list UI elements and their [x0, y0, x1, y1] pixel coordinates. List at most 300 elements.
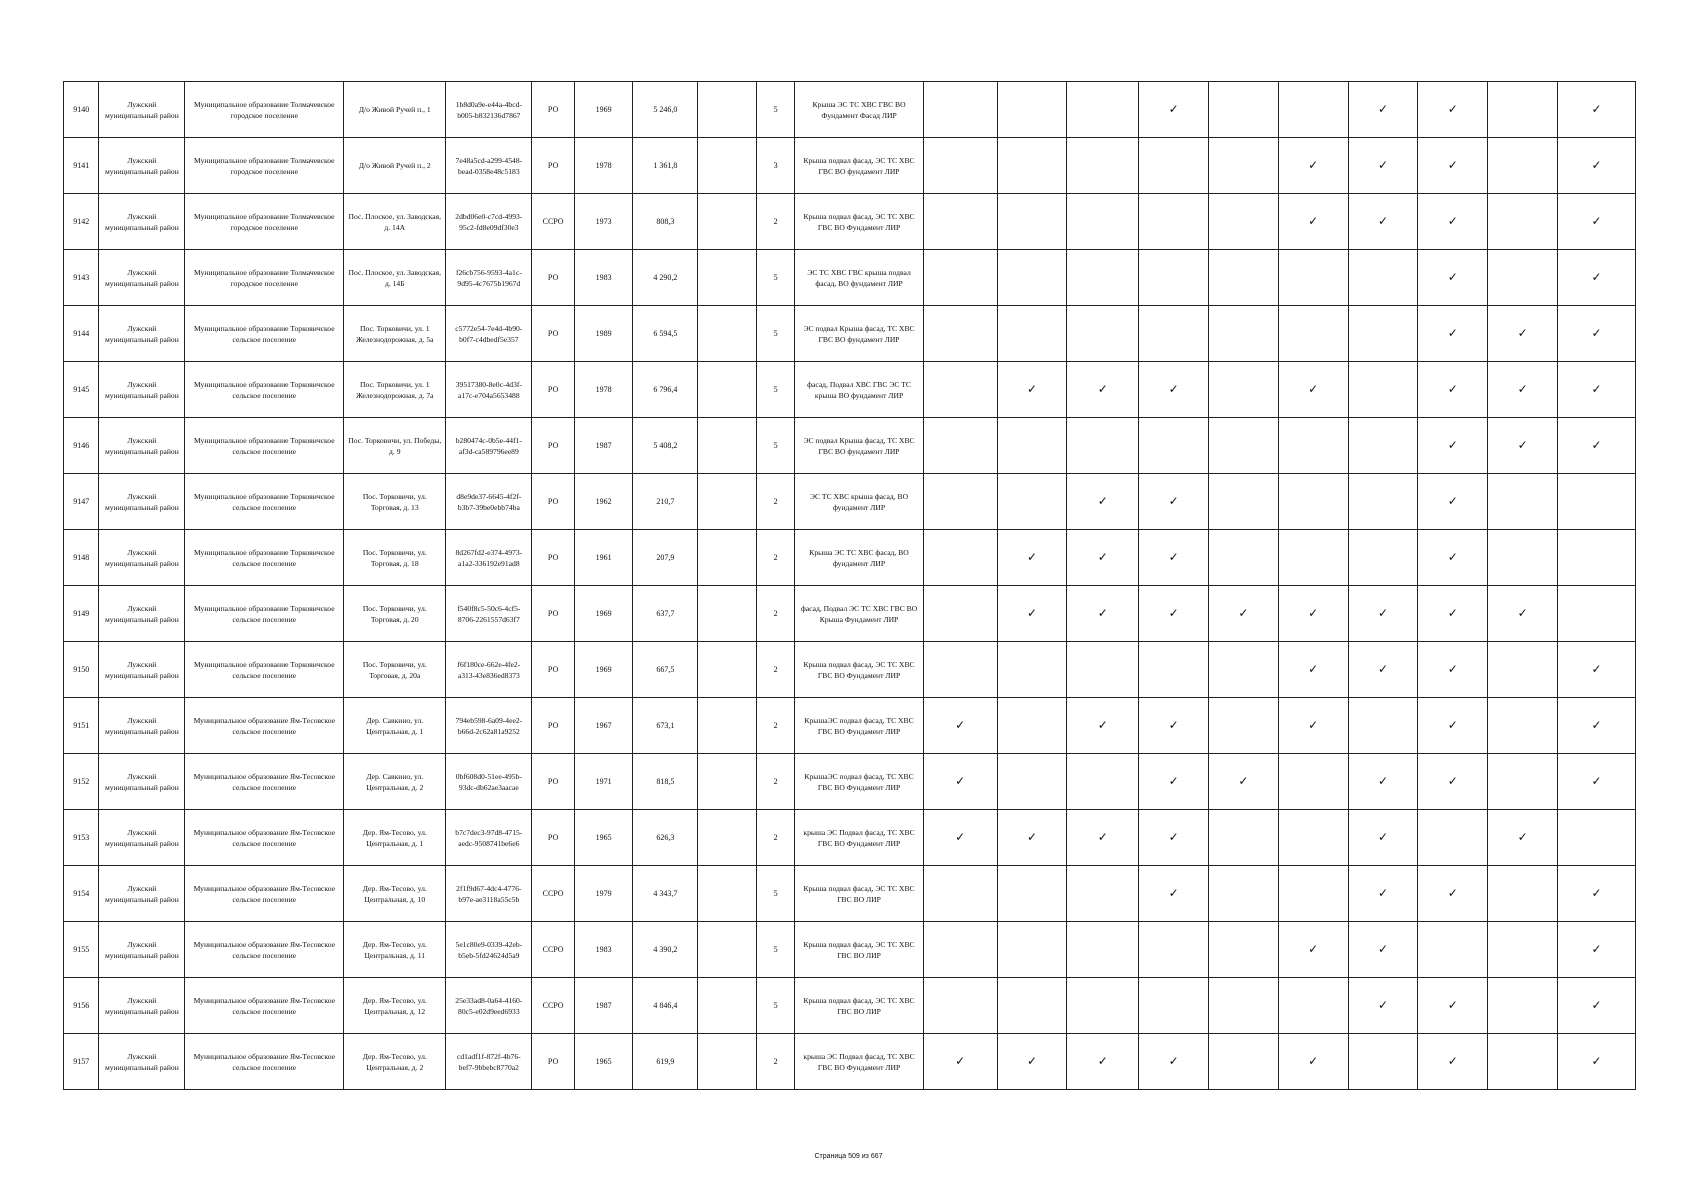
cell-check-6 — [1278, 306, 1348, 362]
cell-district: Лужский муниципальный район — [99, 1034, 185, 1090]
cell-code: f6f180ce-662e-4fe2-a313-43e836ed8373 — [446, 642, 532, 698]
cell-count: 5 — [756, 306, 794, 362]
cell-check-10: ✓ — [1558, 138, 1636, 194]
cell-check-9: ✓ — [1488, 586, 1558, 642]
cell-type: РО — [532, 642, 574, 698]
cell-num: 9157 — [64, 1034, 99, 1090]
cell-check-3 — [1067, 978, 1139, 1034]
cell-check-9: ✓ — [1488, 810, 1558, 866]
cell-check-8: ✓ — [1418, 1034, 1488, 1090]
cell-check-4: ✓ — [1139, 810, 1209, 866]
cell-check-8: ✓ — [1418, 474, 1488, 530]
building-registry-table — [63, 81, 1636, 1090]
cell-count: 5 — [756, 82, 794, 138]
cell-district: Лужский муниципальный район — [99, 418, 185, 474]
cell-check-8: ✓ — [1418, 586, 1488, 642]
cell-area: 210,7 — [633, 474, 698, 530]
cell-check-8: ✓ — [1418, 194, 1488, 250]
cell-check-8: ✓ — [1418, 978, 1488, 1034]
cell-check-4 — [1139, 922, 1209, 978]
cell-num: 9151 — [64, 698, 99, 754]
cell-check-1: ✓ — [923, 698, 997, 754]
cell-address: Пос. Торковичи, ул. Торговая, д. 20а — [344, 642, 446, 698]
cell-check-5 — [1209, 194, 1279, 250]
cell-settlement: Муниципальное образование Торковичское сельское поселение — [185, 362, 344, 418]
cell-check-10: ✓ — [1558, 922, 1636, 978]
cell-blank — [698, 698, 757, 754]
cell-blank — [698, 250, 757, 306]
cell-check-7: ✓ — [1348, 866, 1418, 922]
table-row — [64, 978, 1636, 1034]
cell-check-8: ✓ — [1418, 642, 1488, 698]
cell-check-6 — [1278, 978, 1348, 1034]
cell-check-3: ✓ — [1067, 698, 1139, 754]
cell-settlement: Муниципальное образование Толмачевское городское поселение — [185, 250, 344, 306]
table-row — [64, 922, 1636, 978]
cell-check-7: ✓ — [1348, 922, 1418, 978]
cell-check-1: ✓ — [923, 810, 997, 866]
cell-district: Лужский муниципальный район — [99, 922, 185, 978]
cell-check-9 — [1488, 866, 1558, 922]
cell-check-3 — [1067, 642, 1139, 698]
cell-blank — [698, 306, 757, 362]
cell-check-6: ✓ — [1278, 922, 1348, 978]
table-row — [64, 362, 1636, 418]
cell-settlement: Муниципальное образование Торковичское сельское поселение — [185, 530, 344, 586]
cell-district: Лужский муниципальный район — [99, 362, 185, 418]
cell-check-7: ✓ — [1348, 978, 1418, 1034]
cell-type: РО — [532, 362, 574, 418]
cell-area: 1 361,8 — [633, 138, 698, 194]
cell-check-5 — [1209, 866, 1279, 922]
table-row — [64, 474, 1636, 530]
cell-type: РО — [532, 754, 574, 810]
cell-blank — [698, 474, 757, 530]
cell-check-7: ✓ — [1348, 82, 1418, 138]
cell-year: 1965 — [574, 810, 633, 866]
cell-year: 1969 — [574, 586, 633, 642]
cell-area: 808,3 — [633, 194, 698, 250]
table-row — [64, 810, 1636, 866]
cell-check-10: ✓ — [1558, 306, 1636, 362]
cell-check-5 — [1209, 418, 1279, 474]
cell-area: 207,9 — [633, 530, 698, 586]
cell-check-3: ✓ — [1067, 474, 1139, 530]
cell-check-1: ✓ — [923, 1034, 997, 1090]
cell-type: РО — [532, 82, 574, 138]
cell-check-2 — [997, 474, 1067, 530]
cell-check-3 — [1067, 922, 1139, 978]
cell-check-9: ✓ — [1488, 306, 1558, 362]
cell-check-6 — [1278, 810, 1348, 866]
cell-check-3: ✓ — [1067, 530, 1139, 586]
cell-check-2 — [997, 698, 1067, 754]
cell-settlement: Муниципальное образование Торковичское сельское поселение — [185, 642, 344, 698]
cell-address: Пос. Торковичи, ул. Победы, д. 9 — [344, 418, 446, 474]
cell-check-4 — [1139, 250, 1209, 306]
cell-check-5 — [1209, 362, 1279, 418]
cell-check-4: ✓ — [1139, 82, 1209, 138]
cell-check-5 — [1209, 474, 1279, 530]
cell-area: 4 290,2 — [633, 250, 698, 306]
cell-check-5 — [1209, 306, 1279, 362]
cell-check-7 — [1348, 698, 1418, 754]
cell-address: Пос. Торковичи, ул. Торговая, д. 18 — [344, 530, 446, 586]
cell-address: Дер. Ям-Тесово, ул. Центральная, д. 1 — [344, 810, 446, 866]
cell-check-4: ✓ — [1139, 586, 1209, 642]
page-number-label: Страница 509 из 667 — [814, 1153, 883, 1160]
cell-count: 2 — [756, 194, 794, 250]
cell-check-8: ✓ — [1418, 530, 1488, 586]
cell-check-9: ✓ — [1488, 362, 1558, 418]
cell-year: 1987 — [574, 978, 633, 1034]
cell-count: 5 — [756, 250, 794, 306]
cell-address: Пос. Плоское, ул. Заводская, д. 14Б — [344, 250, 446, 306]
cell-address: Д/о Живой Ручей п., 2 — [344, 138, 446, 194]
cell-check-1 — [923, 922, 997, 978]
cell-check-10: ✓ — [1558, 194, 1636, 250]
cell-area: 4 390,2 — [633, 922, 698, 978]
cell-address: Пос. Торковичи, ул. Торговая, д. 13 — [344, 474, 446, 530]
cell-check-5 — [1209, 810, 1279, 866]
cell-year: 1989 — [574, 306, 633, 362]
cell-district: Лужский муниципальный район — [99, 250, 185, 306]
cell-address: Пос. Плоское, ул. Заводская, д. 14А — [344, 194, 446, 250]
cell-check-9 — [1488, 250, 1558, 306]
table-row — [64, 1034, 1636, 1090]
cell-year: 1967 — [574, 698, 633, 754]
cell-area: 4 846,4 — [633, 978, 698, 1034]
cell-settlement: Муниципальное образование Ям-Тесовское сельское поселение — [185, 698, 344, 754]
cell-num: 9147 — [64, 474, 99, 530]
cell-count: 5 — [756, 418, 794, 474]
cell-check-2: ✓ — [997, 810, 1067, 866]
cell-blank — [698, 810, 757, 866]
cell-check-6 — [1278, 754, 1348, 810]
cell-check-10: ✓ — [1558, 698, 1636, 754]
cell-works: Крыша подвал фасад, ЭС ТС ХВС ГВС ВО Фундамент ЛИР — [795, 194, 923, 250]
cell-works: ЭС ТС ХВС крыша фасад, ВО фундамент ЛИР — [795, 474, 923, 530]
cell-district: Лужский муниципальный район — [99, 194, 185, 250]
cell-blank — [698, 586, 757, 642]
cell-works: Крыша подвал фасад, ЭС ТС ХВС ГВС ВО ЛИР — [795, 922, 923, 978]
cell-count: 2 — [756, 642, 794, 698]
cell-district: Лужский муниципальный район — [99, 474, 185, 530]
cell-check-8: ✓ — [1418, 698, 1488, 754]
cell-check-9 — [1488, 82, 1558, 138]
cell-works: Крыша подвал фасад, ЭС ТС ХВС ГВС ВО ЛИР — [795, 978, 923, 1034]
cell-check-3: ✓ — [1067, 362, 1139, 418]
cell-num: 9141 — [64, 138, 99, 194]
cell-num: 9140 — [64, 82, 99, 138]
cell-check-5 — [1209, 642, 1279, 698]
cell-num: 9146 — [64, 418, 99, 474]
table-row — [64, 82, 1636, 138]
cell-code: b7c7dec3-97d8-4715-aedc-9508741be6e6 — [446, 810, 532, 866]
cell-type: РО — [532, 306, 574, 362]
table-row — [64, 866, 1636, 922]
cell-type: РО — [532, 138, 574, 194]
page-footer — [0, 1153, 1697, 1160]
cell-address: Дер. Ям-Тесово, ул. Центральная, д. 11 — [344, 922, 446, 978]
cell-num: 9150 — [64, 642, 99, 698]
cell-check-3 — [1067, 138, 1139, 194]
cell-works: Крыша ЭС ТС ХВС фасад, ВО фундамент ЛИР — [795, 530, 923, 586]
table-row — [64, 194, 1636, 250]
cell-year: 1961 — [574, 530, 633, 586]
cell-area: 637,7 — [633, 586, 698, 642]
cell-area: 667,5 — [633, 642, 698, 698]
cell-check-5 — [1209, 922, 1279, 978]
cell-area: 4 343,7 — [633, 866, 698, 922]
cell-check-1 — [923, 306, 997, 362]
cell-address: Пос. Торковичи, ул. 1 Железнодорожная, д. 5а — [344, 306, 446, 362]
cell-check-3: ✓ — [1067, 586, 1139, 642]
cell-blank — [698, 194, 757, 250]
cell-check-10: ✓ — [1558, 754, 1636, 810]
cell-check-10 — [1558, 474, 1636, 530]
cell-type: РО — [532, 1034, 574, 1090]
cell-check-4: ✓ — [1139, 362, 1209, 418]
cell-check-9 — [1488, 1034, 1558, 1090]
cell-code: 2f1f9d67-4dc4-4776-b97e-ae3118a55c5b — [446, 866, 532, 922]
cell-year: 1978 — [574, 362, 633, 418]
cell-check-8 — [1418, 810, 1488, 866]
cell-check-8: ✓ — [1418, 754, 1488, 810]
cell-check-9 — [1488, 194, 1558, 250]
cell-check-1 — [923, 978, 997, 1034]
cell-works: КрышаЭС подвал фасад, ТС ХВС ГВС ВО Фундамент ЛИР — [795, 698, 923, 754]
cell-check-10: ✓ — [1558, 642, 1636, 698]
cell-works: фасад, Подвал ЭС ТС ХВС ГВС ВО Крыша Фундамент ЛИР — [795, 586, 923, 642]
cell-check-6: ✓ — [1278, 138, 1348, 194]
cell-area: 5 246,0 — [633, 82, 698, 138]
cell-check-2 — [997, 82, 1067, 138]
cell-type: РО — [532, 530, 574, 586]
cell-year: 1978 — [574, 138, 633, 194]
cell-year: 1979 — [574, 866, 633, 922]
cell-check-10 — [1558, 810, 1636, 866]
cell-check-3 — [1067, 418, 1139, 474]
cell-check-4: ✓ — [1139, 530, 1209, 586]
cell-code: 5e1c80e9-0339-42eb-b5eb-5fd24624d5a9 — [446, 922, 532, 978]
cell-works: фасад, Подвал ХВС ГВС ЭС ТС крыша ВО фундамент ЛИР — [795, 362, 923, 418]
cell-blank — [698, 642, 757, 698]
cell-check-10: ✓ — [1558, 250, 1636, 306]
cell-district: Лужский муниципальный район — [99, 810, 185, 866]
cell-check-7 — [1348, 250, 1418, 306]
cell-settlement: Муниципальное образование Ям-Тесовское сельское поселение — [185, 978, 344, 1034]
cell-check-3 — [1067, 250, 1139, 306]
cell-area: 6 796,4 — [633, 362, 698, 418]
cell-code: f26cb756-9593-4a1c-9d95-4c7675b1967d — [446, 250, 532, 306]
table-row — [64, 586, 1636, 642]
cell-check-7: ✓ — [1348, 810, 1418, 866]
cell-check-3 — [1067, 866, 1139, 922]
cell-check-3 — [1067, 754, 1139, 810]
cell-count: 2 — [756, 530, 794, 586]
cell-check-7 — [1348, 418, 1418, 474]
cell-district: Лужский муниципальный район — [99, 978, 185, 1034]
cell-district: Лужский муниципальный район — [99, 138, 185, 194]
cell-code: b280474c-0b5e-44f1-af3d-ca589796ee89 — [446, 418, 532, 474]
cell-settlement: Муниципальное образование Толмачевское городское поселение — [185, 194, 344, 250]
cell-code: c5772e54-7e4d-4b90-b0f7-c4dbedf5e357 — [446, 306, 532, 362]
cell-check-5 — [1209, 978, 1279, 1034]
cell-address: Дер. Ям-Тесово, ул. Центральная, д. 12 — [344, 978, 446, 1034]
cell-count: 2 — [756, 1034, 794, 1090]
cell-code: 2dbd06e0-c7cd-4993-95c2-fd8e09df30e3 — [446, 194, 532, 250]
cell-check-4: ✓ — [1139, 698, 1209, 754]
cell-check-4: ✓ — [1139, 866, 1209, 922]
cell-blank — [698, 754, 757, 810]
cell-check-9 — [1488, 530, 1558, 586]
cell-check-5 — [1209, 138, 1279, 194]
cell-type: СCPO — [532, 866, 574, 922]
cell-count: 2 — [756, 698, 794, 754]
cell-check-10 — [1558, 530, 1636, 586]
cell-check-3 — [1067, 306, 1139, 362]
cell-count: 3 — [756, 138, 794, 194]
cell-count: 2 — [756, 810, 794, 866]
cell-year: 1965 — [574, 1034, 633, 1090]
cell-check-10: ✓ — [1558, 978, 1636, 1034]
cell-check-5 — [1209, 1034, 1279, 1090]
cell-code: 39517380-8e0c-4d3f-a17c-e704a5653488 — [446, 362, 532, 418]
cell-check-4 — [1139, 194, 1209, 250]
cell-check-7 — [1348, 1034, 1418, 1090]
cell-check-6: ✓ — [1278, 586, 1348, 642]
cell-check-2 — [997, 250, 1067, 306]
cell-code: cd1adf1f-872f-4b76-bef7-9bbebc8770a2 — [446, 1034, 532, 1090]
cell-type: РО — [532, 250, 574, 306]
cell-check-2 — [997, 754, 1067, 810]
cell-check-1 — [923, 530, 997, 586]
cell-check-10: ✓ — [1558, 362, 1636, 418]
cell-count: 5 — [756, 922, 794, 978]
cell-district: Лужский муниципальный район — [99, 586, 185, 642]
cell-year: 1962 — [574, 474, 633, 530]
cell-check-9 — [1488, 138, 1558, 194]
cell-check-1 — [923, 418, 997, 474]
cell-num: 9155 — [64, 922, 99, 978]
cell-settlement: Муниципальное образование Торковичское сельское поселение — [185, 586, 344, 642]
cell-check-6 — [1278, 474, 1348, 530]
cell-blank — [698, 1034, 757, 1090]
cell-works: ЭС подвал Крыша фасад, ТС ХВС ГВС ВО фундамент ЛИР — [795, 306, 923, 362]
cell-check-2 — [997, 642, 1067, 698]
cell-check-9 — [1488, 698, 1558, 754]
cell-count: 2 — [756, 474, 794, 530]
cell-works: ЭС ТС ХВС ГВС крыша подвал фасад, ВО фундамент ЛИР — [795, 250, 923, 306]
cell-settlement: Муниципальное образование Ям-Тесовское сельское поселение — [185, 922, 344, 978]
cell-area: 626,3 — [633, 810, 698, 866]
cell-area: 673,1 — [633, 698, 698, 754]
cell-num: 9144 — [64, 306, 99, 362]
table-row — [64, 642, 1636, 698]
cell-num: 9152 — [64, 754, 99, 810]
cell-check-10 — [1558, 586, 1636, 642]
cell-check-6: ✓ — [1278, 698, 1348, 754]
cell-check-7: ✓ — [1348, 586, 1418, 642]
cell-check-9 — [1488, 474, 1558, 530]
cell-blank — [698, 978, 757, 1034]
table-row — [64, 250, 1636, 306]
table-body — [64, 82, 1636, 1090]
cell-type: РО — [532, 418, 574, 474]
cell-check-7: ✓ — [1348, 138, 1418, 194]
cell-check-3: ✓ — [1067, 1034, 1139, 1090]
cell-check-4 — [1139, 138, 1209, 194]
cell-year: 1969 — [574, 82, 633, 138]
cell-works: ЭС подвал Крыша фасад, ТС ХВС ГВС ВО фундамент ЛИР — [795, 418, 923, 474]
cell-check-3: ✓ — [1067, 810, 1139, 866]
cell-check-1 — [923, 194, 997, 250]
cell-year: 1983 — [574, 922, 633, 978]
table-row — [64, 698, 1636, 754]
cell-works: Крыша подвал фасад, ЭС ТС ХВС ГВС ВО Фундамент ЛИР — [795, 642, 923, 698]
table-row — [64, 530, 1636, 586]
cell-check-5: ✓ — [1209, 586, 1279, 642]
cell-address: Дер. Ям-Тесово, ул. Центральная, д. 2 — [344, 1034, 446, 1090]
cell-address: Дер. Савкино, ул. Центральная, д. 1 — [344, 698, 446, 754]
cell-area: 6 594,5 — [633, 306, 698, 362]
cell-num: 9145 — [64, 362, 99, 418]
cell-num: 9148 — [64, 530, 99, 586]
cell-check-10: ✓ — [1558, 866, 1636, 922]
cell-address: Дер. Савкино, ул. Центральная, д. 2 — [344, 754, 446, 810]
cell-count: 2 — [756, 754, 794, 810]
cell-check-2 — [997, 194, 1067, 250]
cell-num: 9153 — [64, 810, 99, 866]
cell-check-5 — [1209, 530, 1279, 586]
cell-code: 7e48a5cd-a299-4548-bead-0358e48c5183 — [446, 138, 532, 194]
cell-district: Лужский муниципальный район — [99, 642, 185, 698]
cell-type: РО — [532, 586, 574, 642]
cell-check-8: ✓ — [1418, 418, 1488, 474]
cell-year: 1973 — [574, 194, 633, 250]
cell-check-6 — [1278, 530, 1348, 586]
cell-check-10: ✓ — [1558, 418, 1636, 474]
cell-check-8 — [1418, 922, 1488, 978]
cell-works: Крыша подвал фасад, ЭС ТС ХВС ГВС ВО фундамент ЛИР — [795, 138, 923, 194]
cell-check-7: ✓ — [1348, 754, 1418, 810]
table-row — [64, 306, 1636, 362]
cell-type: РО — [532, 698, 574, 754]
cell-check-6: ✓ — [1278, 642, 1348, 698]
cell-check-7 — [1348, 362, 1418, 418]
cell-check-1 — [923, 586, 997, 642]
cell-check-8: ✓ — [1418, 250, 1488, 306]
cell-area: 619,9 — [633, 1034, 698, 1090]
cell-works: крыша ЭС Подвал фасад, ТС ХВС ГВС ВО Фундамент ЛИР — [795, 1034, 923, 1090]
cell-check-7 — [1348, 530, 1418, 586]
cell-check-4 — [1139, 642, 1209, 698]
cell-code: 8d267fd2-e374-4973-a1a2-336192e91ad8 — [446, 530, 532, 586]
cell-check-4: ✓ — [1139, 754, 1209, 810]
cell-works: крыша ЭС Подвал фасад, ТС ХВС ГВС ВО Фундамент ЛИР — [795, 810, 923, 866]
table-row — [64, 138, 1636, 194]
cell-blank — [698, 82, 757, 138]
cell-code: d8e9de37-6645-4f2f-b3b7-39be0ebb74ba — [446, 474, 532, 530]
cell-check-9 — [1488, 922, 1558, 978]
cell-settlement: Муниципальное образование Ям-Тесовское сельское поселение — [185, 810, 344, 866]
cell-num: 9156 — [64, 978, 99, 1034]
table-row — [64, 754, 1636, 810]
cell-check-10: ✓ — [1558, 82, 1636, 138]
cell-code: 0bf608d0-51ee-495b-93dc-db62ae3aacae — [446, 754, 532, 810]
cell-check-6: ✓ — [1278, 1034, 1348, 1090]
